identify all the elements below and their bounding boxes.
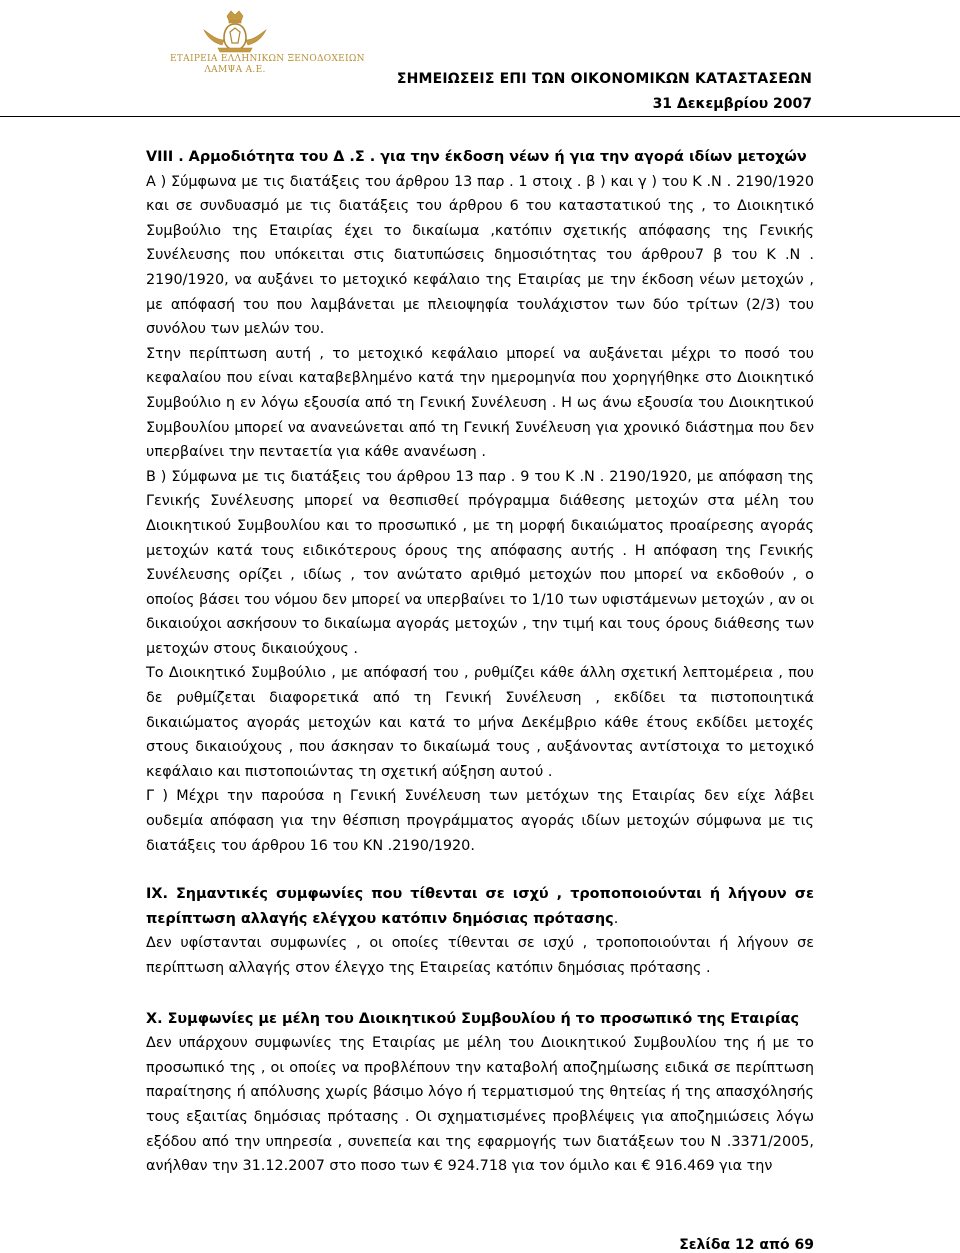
section-8-paragraph-a: Α ) Σύμφωνα με τις διατάξεις του άρθρου 13 παρ . 1 στοιχ . β ) και γ ) του Κ .Ν . 2190/1920 και σε συνδυασμό με τις διατάξεις του άρθρου 6 του καταστατικού της , το Διοικητικό Συμβούλιο της Εταιρίας έχει το δικαίωμα ,κατόπιν σχετικής απόφασης της Γενικής Συνέλευσης που υπόκειται στις διατυπώσεις δημοσιότητας του άρθρου7 β του Κ .Ν . 2190/1920, να αυξάνει το μετοχικό κεφάλαιο της Εταιρίας με την έκδοση νέων μετοχών , με απόφασή του που λαμβάνεται με πλειοψηφία τουλάχιστον των δύο τρίτων (2/3) του συνόλου των μελών του. [146, 173, 814, 338]
section-8-paragraph-c: Γ ) Μέχρι την παρούσα η Γενική Συνέλευση των μετόχων της Εταιρίας δεν είχε λάβει ουδεμία απόφαση για την θέσπιση προγράμματος αγοράς ιδίων μετοχών σύμφωνα με τις διατάξεις του άρθρου 16 του ΚΝ .2190/1920. [146, 788, 814, 854]
page-header-date: 31 Δεκεμβρίου 2007 [652, 96, 812, 112]
page-number: Σελίδα 12 από 69 [679, 1237, 814, 1253]
page-header-title: ΣΗΜΕΙΩΣΕΙΣ ΕΠΙ ΤΩΝ ΟΙΚΟΝΟΜΙΚΩΝ ΚΑΤΑΣΤΑΣΕΩΝ [396, 71, 812, 87]
section-8-heading: VIII . Αρμοδιότητα του Δ .Σ . για την έκδοση νέων ή για την αγορά ιδίων μετοχών [146, 149, 807, 165]
section-9-heading-text: IX. Σημαντικές συμφωνίες που τίθενται σε ισχύ , τροποποιούνται ή λήγουν σε περίπτωση αλλαγής ελέγχου κατόπιν δημόσιας πρότασης [146, 886, 814, 927]
section-9-paragraph: Δεν υφίστανται συμφωνίες , οι οποίες τίθενται σε ισχύ , τροποποιούνται ή λήγουν σε περίπτωση αλλαγής στον έλεγχο της Εταιρείας κατόπιν δημόσιας πρότασης . [146, 935, 814, 976]
spacer [146, 858, 814, 882]
header-divider [0, 116, 960, 117]
crest-icon [200, 10, 270, 54]
logo-company-name: ΕΤΑΙΡΕΙΑ ΕΛΛΗΝΙΚΩΝ ΞΕΝΟΔΟΧΕΙΩΝ [170, 54, 365, 64]
spacer [146, 981, 814, 1007]
section-10-paragraph: Δεν υπάρχουν συμφωνίες της Εταιρίας με μέλη του Διοικητικού Συμβουλίου της ή με το προσωπικό της , οι οποίες να προβλέπουν την καταβολή αποζημίωσης ειδικά σε περίπτωση παραίτησης ή απόλυσης χωρίς βάσιμο λόγο ή τερματισμού της θητείας ή της απασχόλησής τους εξαιτίας δημόσιας πρότασης . Οι σχηματισμένες προβλέψεις για αποζημιώσεις λόγω εξόδου από την υπηρεσία , συνεπεία και της εφαρμογής των διατάξεων του Ν .3371/2005, ανήλθαν την 31.12.2007 στο ποσο των € 924.718 για τον όμιλο και € 916.469 για την [146, 1035, 814, 1175]
company-logo [170, 10, 365, 76]
section-9-heading [146, 882, 814, 931]
section-8-paragraph-a2: Στην περίπτωση αυτή , το μετοχικό κεφάλαιο μπορεί να αυξάνεται μέχρι το ποσό του κεφαλαίου που είναι καταβεβλημένο κατά την ημερομηνία που χορηγήθηκε στο Διοικητικό Συμβούλιο η εν λόγω εξουσία από τη Γενική Συνέλευση . Η ως άνω εξουσία του Διοικητικού Συμβουλίου μπορεί να ανανεώνεται από τη Γενική Συνέλευση για χρονικό διάστημα που δεν υπερβαίνει την πενταετία για κάθε ανανέωση . [146, 345, 814, 461]
document-body [146, 145, 814, 1179]
logo-company-short: ΛΑΜΨΑ Α.Ε. [204, 65, 266, 75]
section-8-paragraph-b: Β ) Σύμφωνα με τις διατάξεις του άρθρου 13 παρ . 9 του Κ .Ν . 2190/1920, με απόφαση της Γενικής Συνέλευσης μπορεί να θεσπισθεί πρόγραμμα διάθεσης μετοχών στα μέλη του Διοικητικού Συμβουλίου και το προσωπικό , με τη μορφή δικαιώματος προαίρεσης αγοράς μετοχών κατά τους ειδικότερους όρους της απόφασης αυτής . Η απόφαση της Γενικής Συνέλευσης ορίζει , ιδίως , τον ανώτατο αριθμό μετοχών που μπορεί να εκδοθούν , ο οποίος βάσει του νόμου δεν μπορεί να υπερβαίνει το 1/10 των υφιστάμενων μετοχών , αν οι δικαιούχοι ασκήσουν το δικαίωμα αγοράς μετοχών , την τιμή και τους όρους διάθεσης των μετοχών στους δικαιούχους . [146, 468, 814, 657]
section-8-paragraph-b2: Το Διοικητικό Συμβούλιο , με απόφασή του , ρυθμίζει κάθε άλλη σχετική λεπτομέρεια , που δε ρυθμίζεται διαφορετικά από τη Γενική Συνέλευση , εκδίδει τα πιστοποιητικά δικαιώματος αγοράς μετοχών και κατά το μήνα Δεκέμβριο κάθε έτους εκδίδει μετοχές στους δικαιούχους , που άσκησαν το δικαίωμά τους , αυξάνοντας αντίστοιχα το μετοχικό κεφάλαιο και πιστοποιώντας τη σχετική αύξηση αυτού . [146, 665, 814, 780]
section-10-heading: X. Συμφωνίες με μέλη του Διοικητικού Συμβουλίου ή το προσωπικό της Εταιρίας [146, 1010, 800, 1027]
section-9-heading-tail: . [613, 910, 619, 927]
